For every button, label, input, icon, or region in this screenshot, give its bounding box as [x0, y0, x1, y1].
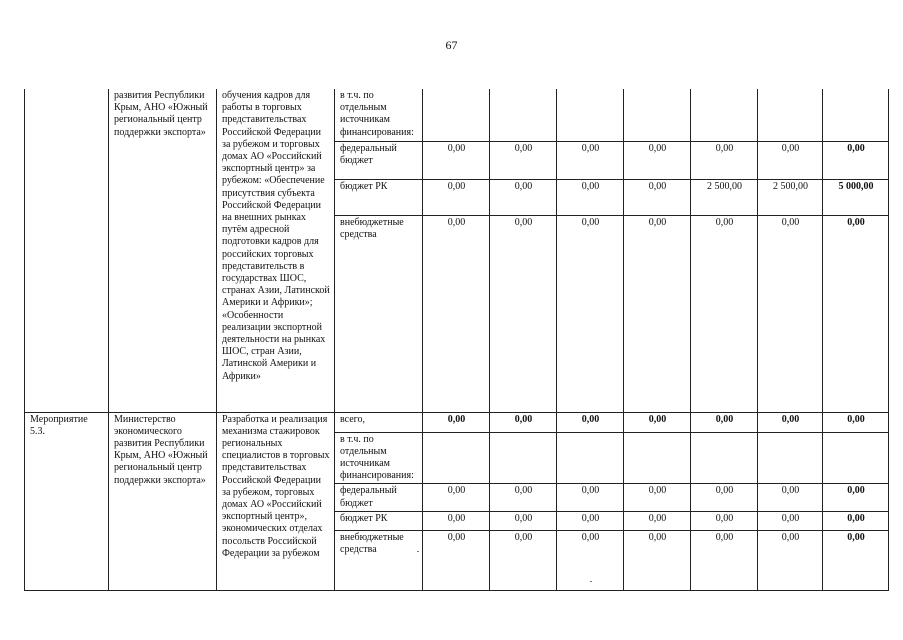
total-cell: 0,00 — [823, 511, 889, 530]
value-cell: 0,00 — [557, 215, 624, 412]
value-cell: 0,00 — [691, 530, 758, 590]
page-number: 67 — [445, 38, 458, 52]
total-cell: 0,00 — [823, 484, 889, 511]
total-cell: 0,00 — [823, 141, 889, 179]
event-cell: Мероприятие 5.3. — [25, 412, 109, 590]
total-cell — [823, 432, 889, 484]
value-cell: 0,00 — [490, 511, 557, 530]
value-cell: 0,00 — [624, 530, 691, 590]
value-cell — [423, 89, 490, 141]
source-cell: внебюджетные средства — [335, 215, 423, 412]
source-cell: внебюджетные средства — [335, 530, 423, 590]
value-cell: 0,00 — [691, 511, 758, 530]
value-cell: 0,00 — [691, 215, 758, 412]
total-cell: 0,00 — [823, 530, 889, 590]
description-cell: Разработка и реализация механизма стажировок региональных специалистов в торговых представительствах Российской Федерации за рубежом, торговых домах АО «Российский экспортный центр», экономических отделах посольств Российской Федерации за рубежом — [217, 412, 335, 590]
source-cell: в т.ч. по отдельным источникам финансирования: — [335, 89, 423, 141]
executor-cell: Министерство экономического развития Республики Крым, АНО «Южный региональный центр поддержки экспорта» — [109, 412, 217, 590]
table-row — [25, 89, 889, 141]
table-row — [25, 412, 889, 432]
financing-table — [24, 89, 889, 591]
scan-speck — [417, 551, 419, 552]
value-cell: 0,00 — [557, 530, 624, 590]
value-cell: 0,00 — [624, 179, 691, 215]
value-cell: 0,00 — [691, 141, 758, 179]
total-cell — [823, 89, 889, 141]
value-cell — [758, 89, 823, 141]
value-cell: 0,00 — [624, 141, 691, 179]
value-cell — [691, 432, 758, 484]
value-cell: 0,00 — [490, 530, 557, 590]
value-cell — [624, 432, 691, 484]
value-cell: 0,00 — [758, 511, 823, 530]
value-cell — [758, 432, 823, 484]
value-cell: 0,00 — [423, 530, 490, 590]
value-cell — [423, 432, 490, 484]
scan-speck — [590, 581, 592, 582]
value-cell: 0,00 — [490, 484, 557, 511]
value-cell: 0,00 — [758, 530, 823, 590]
value-cell: 2 500,00 — [758, 179, 823, 215]
value-cell — [624, 89, 691, 141]
value-cell: 0,00 — [624, 215, 691, 412]
value-cell: 0,00 — [557, 179, 624, 215]
source-cell: бюджет РК — [335, 179, 423, 215]
value-cell: 0,00 — [557, 412, 624, 432]
value-cell: 0,00 — [557, 484, 624, 511]
value-cell: 0,00 — [624, 412, 691, 432]
value-cell: 0,00 — [557, 141, 624, 179]
value-cell: 0,00 — [423, 141, 490, 179]
value-cell: 0,00 — [758, 141, 823, 179]
source-cell: федеральный бюджет — [335, 141, 423, 179]
value-cell: 0,00 — [691, 412, 758, 432]
source-cell: бюджет РК — [335, 511, 423, 530]
value-cell: 0,00 — [490, 215, 557, 412]
event-cell — [25, 89, 109, 412]
description-cell: обучения кадров для работы в торговых представительствах Российской Федерации за рубежом и торговых домах АО «Российский экспортный центр» за рубежом: «Обеспечение присутствия субъекта Российской Федерации на внешних рынках путём адресной подготовки кадров для российских торговых представительств в государствах ШОС, странах Азии, Латинской Америки и Африки»; «Особенности реализации экспортной деятельности на рынках ШОС, стран Азии, Латинской Америки и Африки» — [217, 89, 335, 412]
value-cell — [490, 432, 557, 484]
value-cell: 0,00 — [557, 511, 624, 530]
source-cell: федеральный бюджет — [335, 484, 423, 511]
value-cell: 0,00 — [758, 412, 823, 432]
value-cell: 0,00 — [624, 511, 691, 530]
total-cell: 0,00 — [823, 412, 889, 432]
value-cell: 0,00 — [490, 179, 557, 215]
value-cell: 0,00 — [423, 215, 490, 412]
value-cell: 0,00 — [490, 141, 557, 179]
value-cell: 2 500,00 — [691, 179, 758, 215]
source-cell: в т.ч. по отдельным источникам финансирования: — [335, 432, 423, 484]
value-cell: 0,00 — [423, 511, 490, 530]
value-cell: 0,00 — [423, 179, 490, 215]
executor-cell: развития Республики Крым, АНО «Южный региональный центр поддержки экспорта» — [109, 89, 217, 412]
value-cell: 0,00 — [624, 484, 691, 511]
source-cell: всего, — [335, 412, 423, 432]
value-cell: 0,00 — [758, 484, 823, 511]
value-cell — [490, 89, 557, 141]
value-cell: 0,00 — [691, 484, 758, 511]
value-cell — [557, 89, 624, 141]
value-cell: 0,00 — [758, 215, 823, 412]
total-cell: 0,00 — [823, 215, 889, 412]
value-cell: 0,00 — [490, 412, 557, 432]
value-cell: 0,00 — [423, 484, 490, 511]
total-cell: 5 000,00 — [823, 179, 889, 215]
value-cell: 0,00 — [423, 412, 490, 432]
value-cell — [691, 89, 758, 141]
value-cell — [557, 432, 624, 484]
